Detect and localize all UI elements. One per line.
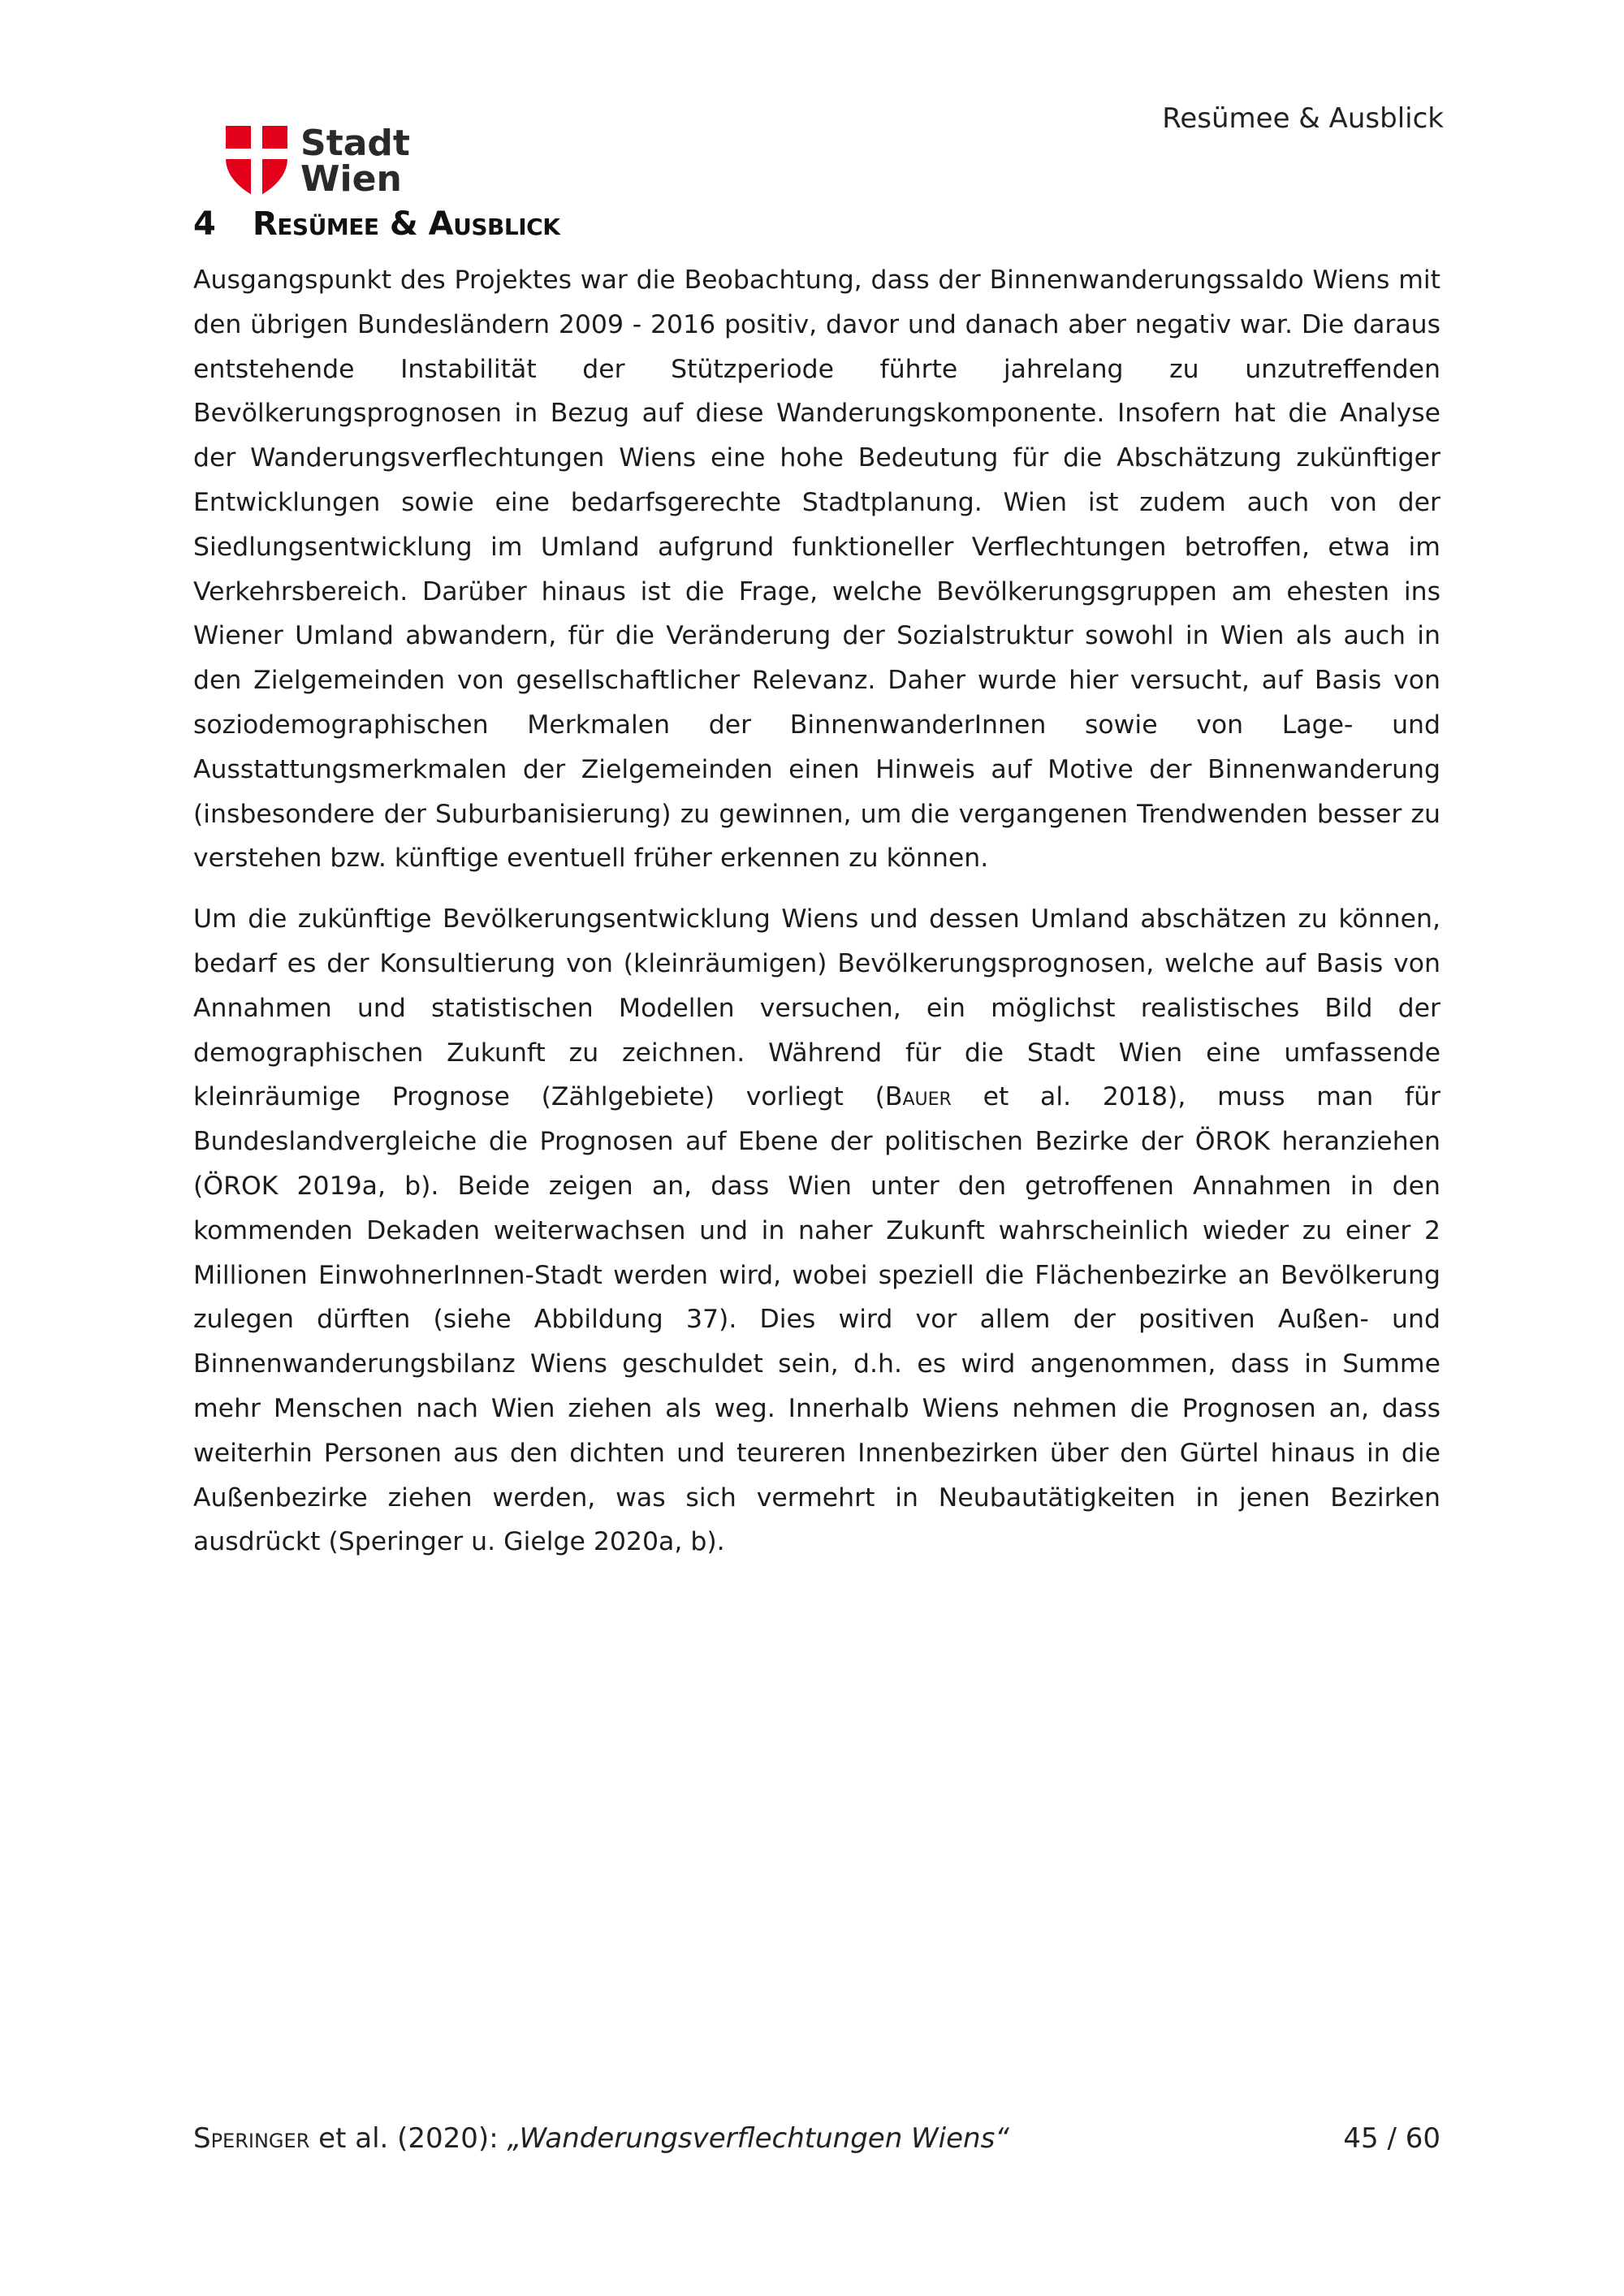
page-number: 45 / 60	[1343, 2122, 1440, 2155]
paragraph-1: Ausgangspunkt des Projektes war die Beobachtung, dass der Binnenwanderungssaldo Wiens mit den übrigen Bundesländern 2009 - 2016 positiv, davor und danach aber negativ war. Die daraus entstehende Instabilität der Stützperiode führte jahrelang zu unzutreffenden Bevölkerungsprognosen in Bezug auf diese Wanderungskomponente. Insofern hat die Analyse der Wanderungsverflechtungen Wiens eine hohe Bedeutung für die Abschätzung zukünftiger Entwicklungen sowie eine bedarfsgerechte Stadtplanung. Wien ist zudem auch von der Siedlungsentwicklung im Umland aufgrund funktioneller Verflechtungen betroffen, etwa im Verkehrsbereich. Darüber hinaus ist die Frage, welche Bevölkerungsgruppen am ehesten ins Wiener Umland abwandern, für die Veränderung der Sozialstruktur sowohl in Wien als auch in den Zielgemeinden von gesellschaftlicher Relevanz. Daher wurde hier versucht, auf Basis von soziodemographischen Merkmalen der BinnenwanderInnen sowie von Lage- und Ausstattungsmerkmalen der Zielgemeinden einen Hinweis auf Motive der Binnenwanderung (insbesondere der Suburbanisierung) zu gewinnen, um die vergangenen Trendwenden besser zu verstehen bzw. künftige eventuell früher erkennen zu können.	[193, 265, 1440, 874]
section-title: Resümee & Ausblick	[253, 205, 560, 243]
footer-citation	[193, 2119, 1009, 2158]
running-header: Resümee & Ausblick	[1162, 102, 1444, 135]
footer-work-title: „Wanderungsverflechtungen Wiens“	[507, 2122, 1009, 2155]
logo-line-wien: Wien	[300, 158, 402, 200]
logo-wordmark	[300, 123, 410, 200]
footer-author: Speringer	[193, 2122, 310, 2155]
section-number: 4	[193, 205, 216, 243]
page-footer	[193, 2119, 1440, 2158]
section-heading	[193, 201, 559, 247]
logo-line-stadt: Stadt	[300, 123, 410, 164]
vienna-shield-icon	[226, 126, 287, 197]
paragraph-2-text-b: et al. 2018), muss man für Bundeslandvergleiche die Prognosen auf Ebene der politischen Bezirke der ÖROK heranziehen (ÖROK 2019a, b). Beide zeigen an, dass Wien unter den getroffenen Annahmen in den kommenden Dekaden weiterwachsen und in naher Zukunft wahrscheinlich wieder zu einer 2 Millionen EinwohnerInnen-Stadt werden wird, wobei speziell die Flächenbezirke an Bevölkerung zulegen dürften (siehe Abbildung 37). Dies wird vor allem der positiven Außen- und Binnenwanderungsbilanz Wiens geschuldet sein, d.h. es wird angenommen, dass in Summe mehr Menschen nach Wien ziehen als weg. Innerhalb Wiens nehmen die Prognosen an, dass weiterhin Personen aus den dichten und teureren Innenbezirken über den Gürtel hinaus in die Außenbezirke ziehen werden, was sich vermehrt in Neubautätigkeiten in jenen Bezirken ausdrückt (Speringer u. Gielge 2020a, b).	[193, 1082, 1440, 1557]
paragraph-2	[193, 897, 1440, 1564]
citation-author-bauer: Bauer	[884, 1082, 952, 1112]
footer-citation-year: et al. (2020):	[309, 2122, 508, 2155]
body-text	[193, 258, 1440, 1581]
stadt-wien-logo	[226, 123, 410, 200]
paragraph-2-text-a: Um die zukünftige Bevölkerungsentwicklung Wiens und dessen Umland abschätzen zu können, bedarf es der Konsultierung von (kleinräumigen) Bevölkerungsprognosen, welche auf Basis von Annahmen und statistischen Modellen versuchen, ein möglichst realistisches Bild der demographischen Zukunft zu zeichnen. Während für die Stadt Wien eine umfassende kleinräumige Prognose (Zählgebiete) vorliegt (	[193, 904, 1440, 1112]
